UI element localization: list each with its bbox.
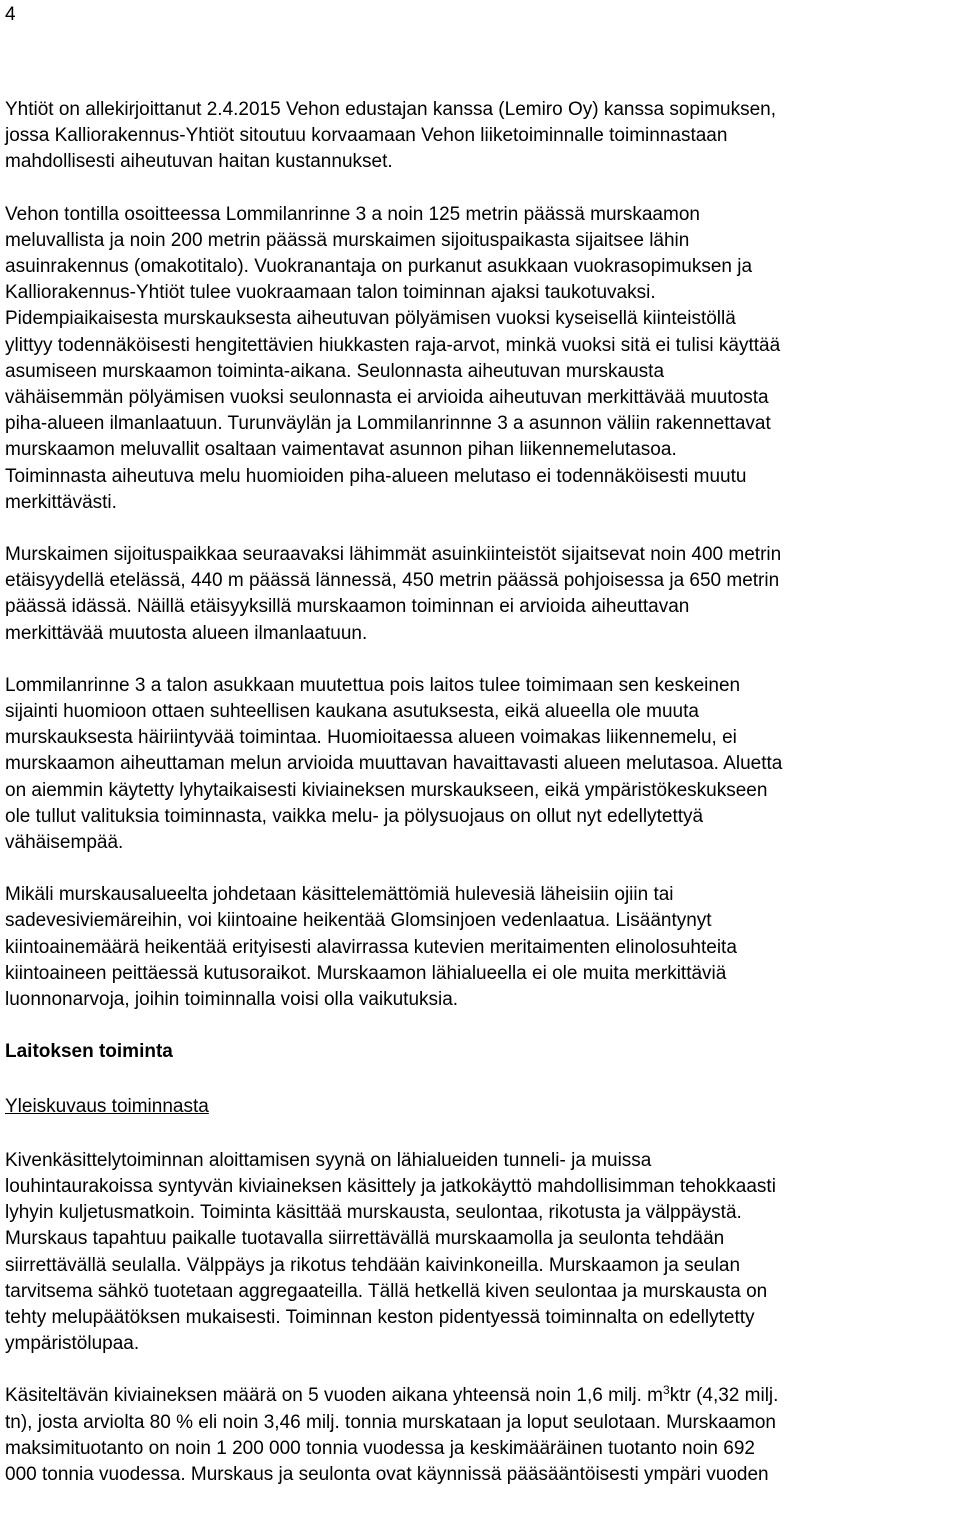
paragraph-nearest-residence: Vehon tontilla osoitteessa Lommilanrinne 3 a noin 125 metrin päässä murskaamon meluvallista ja noin 200 metrin päässä murskaimen sijoituspaikasta sijaitsee lähin asuinrakennus (omakotitalo). Vuokranantaja on purkanut asukkaan vuokrasopimuksen ja Kalliorakennus-Yhtiöt tulee vuokraamaan talon toiminnan ajaksi taukotuvaksi. Pidempiaikaisesta murskauksesta aiheutuvan pölyämisen vuoksi kyseisellä kiinteistöllä ylittyy todennäköisesti hengitettävien hiukkasten raja-arvot, minkä vuoksi sitä ei tulisi käyttää asumiseen murskaamon toiminta-aikana. Seulonnasta aiheutuvan murskausta vähäisemmän pölyämisen vuoksi seulonnasta ei arvioida aiheutuvan merkittävää muutosta piha-alueen ilmanlaatuun. Turunväylän ja Lommilanrinnne 3 a asunnon väliin rakennettavat murskaamon meluvallit osaltaan vaimentavat asunnon pihan liikennemelutasoa. Toiminnasta aiheutuva melu huomioiden piha-alueen melutaso ei todennäköisesti muutu merkittävästi. <box>5 203 781 513</box>
cubic-superscript: 3 <box>663 1383 670 1398</box>
paragraph-nearby-properties: Murskaimen sijoituspaikkaa seuraavaksi lähimmät asuinkiinteistöt sijaitsevat noin 400 metrin etäisyydellä etelässä, 440 m päässä lännessä, 450 metrin päässä pohjoisessa ja 650 metrin päässä idässä. Näillä etäisyyksillä murskaamon toiminnan ei arvioida aiheuttavan merkittävää muutosta alueen ilmanlaatuun. <box>5 544 782 644</box>
document-body <box>5 97 957 1514</box>
quantities-text-end: ktr (4,32 milj. tn), josta arviolta 80 % eli noin 3,46 milj. tonnia murskataan ja loput seulotaan. Murskaamon maksimituotanto on noin 1 200 000 tonnia vuodessa ja keskimääräinen tuotanto noin 692 000 tonnia vuodessa. Murskaus ja seulonta ovat käynnissä pääsääntöisesti ympäri vuoden <box>5 1385 779 1485</box>
quantities-text-start: Käsiteltävän kiviaineksen määrä on 5 vuoden aikana yhteensä noin 1,6 milj. m <box>5 1385 663 1407</box>
page-number: 4 <box>5 4 16 25</box>
paragraph-location-assessment: Lommilanrinne 3 a talon asukkaan muutettua pois laitos tulee toimimaan sen keskeinen sijainti huomioon ottaen suhteellisen kaukana asutuksesta, eikä alueella ole muuta murskauksesta häiriintyvää toimintaa. Huomioitaessa alueen voimakas liikennemelu, ei murskaamon aiheuttaman melun arvioida muuttavan havaittavasti alueen melutasoa. Aluetta on aiemmin käytetty lyhytaikaisesti kiviaineksen murskaukseen, eikä ympäristökeskukseen ole tullut valituksia toiminnasta, vaikka melu- ja pölysuojaus on ollut nyt edellytettyä vähäisempää. <box>5 674 783 854</box>
section-heading: Laitoksen toiminta <box>5 1041 173 1063</box>
paragraph-overview: Kivenkäsittelytoiminnan aloittamisen syynä on lähialueiden tunneli- ja muissa louhintaurakoissa syntyvän kiviaineksen käsittely ja jatkokäyttö mahdollisimman tehokkaasti lyhyin kuljetusmatkoin. Toiminta käsittää murskausta, seulontaa, rikotusta ja välppäystä. Murskaus tapahtuu paikalle tuotavalla siirrettävällä murskaamolla ja seulonta tehdään siirrettävällä seulalla. Välppäys ja rikotus tehdään kaivinkoneilla. Murskaamon ja seulan tarvitsema sähkö tuotetaan aggregaateilla. Tällä hetkellä kiven seulontaa ja murskausta on tehty melupäätöksen mukaisesti. Toiminnan keston pidentyessä toiminnalta on edellytetty ympäristölupaa. <box>5 1149 776 1355</box>
paragraph-stormwater: Mikäli murskausalueelta johdetaan käsittelemättömiä hulevesiä läheisiin ojiin tai sadevesiviemäreihin, voi kiintoaine heikentää Glomsinjoen vedenlaatua. Lisääntynyt kiintoainemäärä heikentää erityisesti alavirrassa kutevien meritaimenten elinolosuhteita kiintoaineen peittäessä kutusoraikot. Murskaamon lähialueella ei ole muita merkittäviä luonnonarvoja, joihin toiminnalla voisi olla vaikutuksia. <box>5 884 737 1011</box>
section-subheading: Yleiskuvaus toiminnasta <box>5 1095 209 1117</box>
paragraph-quantities <box>5 1383 957 1488</box>
paragraph-agreement: Yhtiöt on allekirjoittanut 2.4.2015 Vehon edustajan kanssa (Lemiro Oy) kanssa sopimuksen, jossa Kalliorakennus-Yhtiöt sitoutuu korvaamaan Vehon liiketoiminnalle toiminnastaan mahdollisesti aiheutuvan haitan kustannukset. <box>5 99 777 173</box>
